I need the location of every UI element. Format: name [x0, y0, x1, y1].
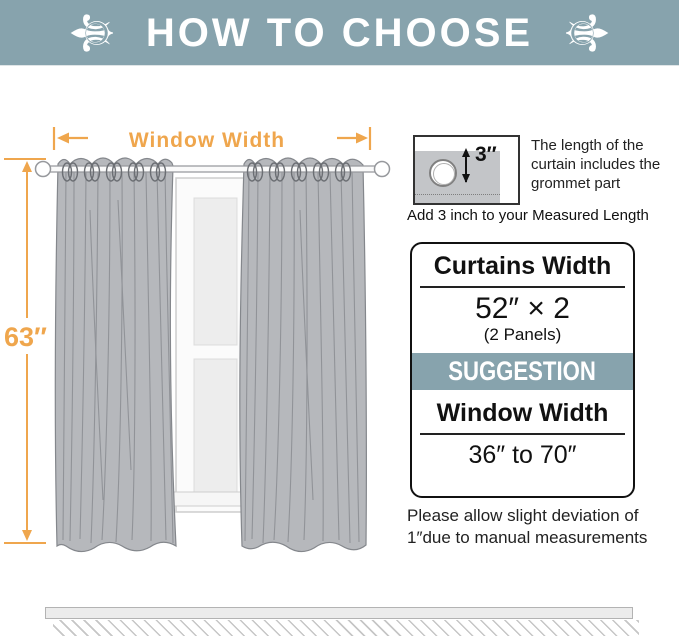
- grommet-diagram: [413, 135, 520, 205]
- divider: [420, 286, 625, 288]
- window-pane: [194, 198, 237, 345]
- grommet-measure-arrow: [459, 137, 473, 187]
- floor-hatching: [53, 620, 639, 636]
- rod-finial-right: [375, 162, 390, 177]
- curtain-length-label: 63″: [4, 322, 47, 352]
- fleur-de-lis-icon: ⚜: [60, 6, 126, 59]
- measured-length-tip: Add 3 inch to your Measured Length: [407, 207, 649, 224]
- panels-note: (2 Panels): [483, 324, 562, 344]
- window-width-value: 36″ to 70″: [468, 440, 577, 469]
- rod-finial-left: [36, 162, 51, 177]
- window-width-label: Window Width: [128, 129, 286, 152]
- deviation-note-line2: 1″due to manual measurements: [407, 528, 648, 547]
- size-chart-box: [410, 242, 635, 498]
- curtains-width-heading: Curtains Width: [433, 252, 612, 280]
- suggestion-label: SUGGESTION: [448, 355, 597, 386]
- grommet-inner-ring: [433, 163, 455, 185]
- header-banner: [0, 0, 679, 66]
- grommet-size-label: 3″: [475, 143, 497, 166]
- window-pane: [194, 359, 237, 492]
- curtain-panel-right: [240, 158, 367, 552]
- deviation-note: [407, 505, 677, 549]
- arrow-left-icon: [57, 133, 69, 144]
- window-width-heading: Window Width: [436, 398, 609, 427]
- arrow-right-icon: [356, 133, 368, 144]
- curtains-width-value: 52″ × 2: [475, 292, 570, 325]
- page-title: HOW TO CHOOSE: [145, 10, 534, 55]
- grommet-description: The length of the curtain includes the grommet part: [531, 137, 661, 192]
- curtain-window-illustration: [0, 65, 400, 600]
- floor-line: [45, 607, 633, 619]
- suggestion-banner: [412, 353, 633, 390]
- curtain-panel-left: [55, 158, 176, 552]
- fleur-de-lis-icon: ⚜: [553, 6, 619, 59]
- deviation-note-line1: Please allow slight deviation of: [407, 506, 639, 525]
- divider: [420, 433, 625, 435]
- arrow-up-icon: [22, 161, 32, 172]
- grommet-stitch-line: [415, 194, 500, 195]
- arrow-down-icon: [22, 530, 32, 541]
- grommet-icon: [429, 159, 457, 187]
